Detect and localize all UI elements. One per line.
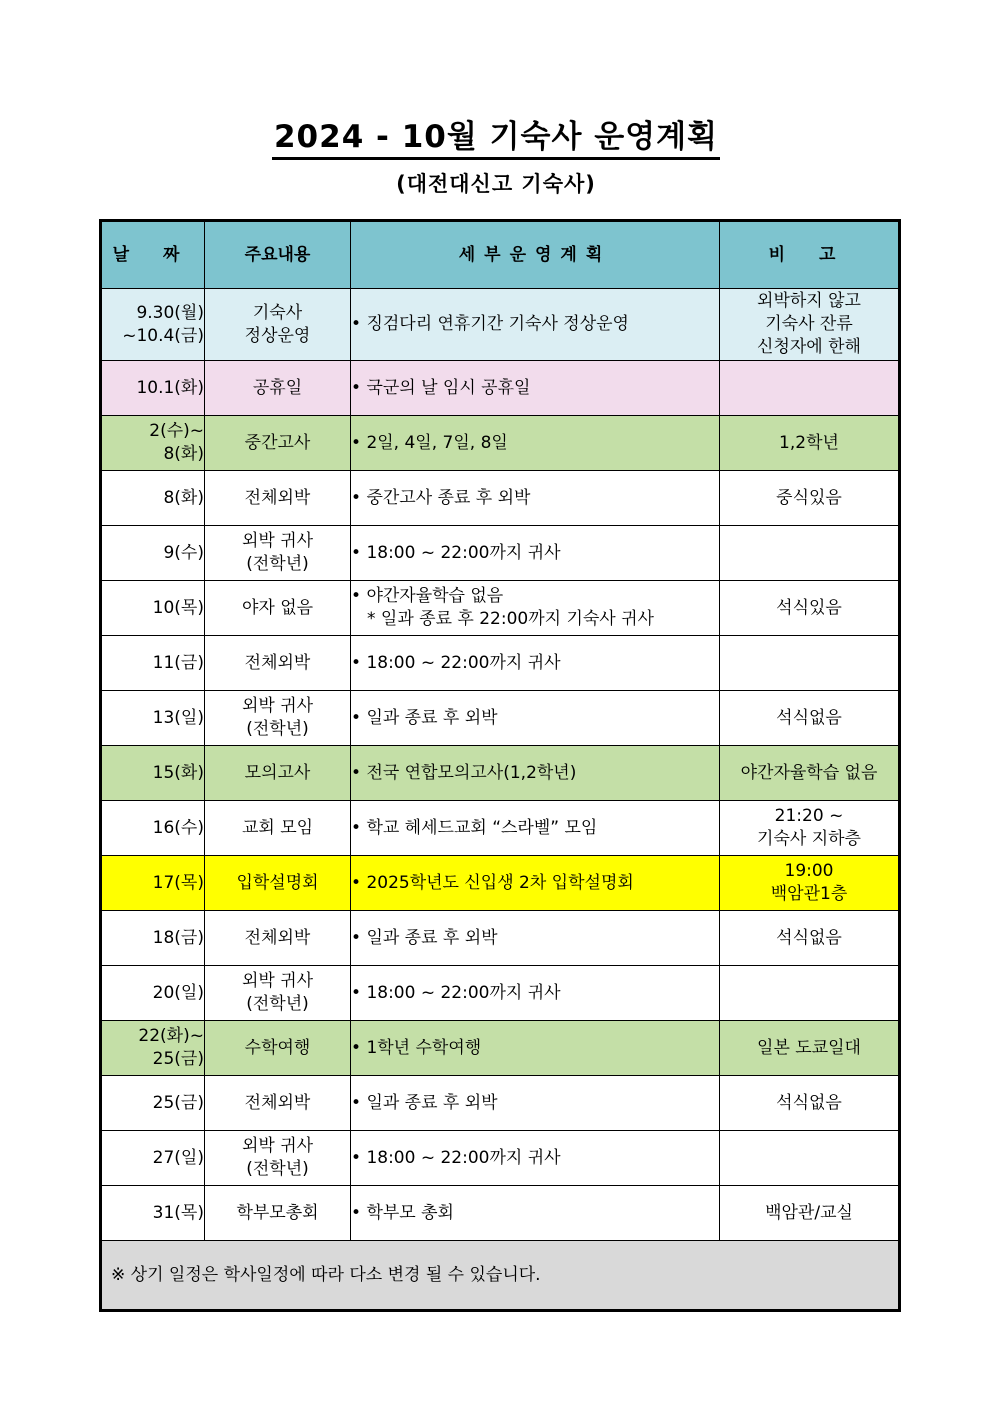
table-header-row [101,221,900,289]
row-detail: • 18:00 ~ 22:00까지 귀사 [351,526,720,581]
row-note: 야간자율학습 없음 [720,746,900,801]
table-row [101,289,900,361]
row-date: 27(일) [101,1131,205,1186]
row-detail: • 1학년 수학여행 [351,1021,720,1076]
row-date: 8(화) [101,471,205,526]
row-date: 15(화) [101,746,205,801]
row-detail: • 학부모 총회 [351,1186,720,1241]
row-note [720,526,900,581]
table-row [101,746,900,801]
row-main: 중간고사 [205,416,351,471]
table-row [101,911,900,966]
page-subtitle: (대전대신고 기숙사) [396,172,596,196]
row-detail: • 중간고사 종료 후 외박 [351,471,720,526]
row-detail: • 국군의 날 임시 공휴일 [351,361,720,416]
row-main: 전체외박 [205,1076,351,1131]
row-date: 11(금) [101,636,205,691]
row-date: 2(수)~ 8(화) [101,416,205,471]
row-detail: • 학교 헤세드교회 “스라벨” 모임 [351,801,720,856]
table-footer-row [101,1241,900,1311]
row-note: 19:00 백암관1층 [720,856,900,911]
row-detail: • 18:00 ~ 22:00까지 귀사 [351,966,720,1021]
row-date: 9(수) [101,526,205,581]
row-note [720,966,900,1021]
row-detail: • 전국 연합모의고사(1,2학년) [351,746,720,801]
row-detail: • 일과 종료 후 외박 [351,1076,720,1131]
row-note: 일본 도쿄일대 [720,1021,900,1076]
row-date: 9.30(월) ~10.4(금) [101,289,205,361]
row-main: 공휴일 [205,361,351,416]
row-main: 교회 모임 [205,801,351,856]
row-note: 외박하지 않고 기숙사 잔류 신청자에 한해 [720,289,900,361]
row-main: 수학여행 [205,1021,351,1076]
table-row [101,581,900,636]
row-main: 전체외박 [205,911,351,966]
header-date: 날 짜 [101,221,205,289]
page-title [0,118,992,160]
row-note [720,636,900,691]
row-date: 10(목) [101,581,205,636]
row-date: 22(화)~ 25(금) [101,1021,205,1076]
table-row [101,1186,900,1241]
row-detail: • 2일, 4일, 7일, 8일 [351,416,720,471]
row-date: 16(수) [101,801,205,856]
row-note: 석식없음 [720,911,900,966]
row-note: 중식있음 [720,471,900,526]
table-row [101,526,900,581]
row-detail: • 일과 종료 후 외박 [351,691,720,746]
schedule-table [99,219,901,1312]
row-main: 기숙사 정상운영 [205,289,351,361]
row-note: 석식없음 [720,691,900,746]
row-detail: • 징검다리 연휴기간 기숙사 정상운영 [351,289,720,361]
row-detail: • 야간자율학습 없음 * 일과 종료 후 22:00까지 기숙사 귀사 [351,581,720,636]
row-main: 입학설명회 [205,856,351,911]
table-row [101,416,900,471]
row-main: 야자 없음 [205,581,351,636]
table-row [101,471,900,526]
header-main: 주요내용 [205,221,351,289]
row-main: 전체외박 [205,636,351,691]
header-detail: 세부운영계획 [351,221,720,289]
row-note [720,1131,900,1186]
row-note: 석식없음 [720,1076,900,1131]
row-note: 1,2학년 [720,416,900,471]
header-note: 비 고 [720,221,900,289]
row-date: 25(금) [101,1076,205,1131]
row-main: 외박 귀사 (전학년) [205,966,351,1021]
table-row [101,856,900,911]
row-main: 외박 귀사 (전학년) [205,526,351,581]
row-date: 18(금) [101,911,205,966]
table-row [101,1131,900,1186]
table-row [101,1021,900,1076]
table-row [101,636,900,691]
row-note [720,361,900,416]
table-row [101,691,900,746]
row-main: 외박 귀사 (전학년) [205,1131,351,1186]
row-main: 모의고사 [205,746,351,801]
row-note: 21:20 ~ 기숙사 지하층 [720,801,900,856]
table-row [101,361,900,416]
row-date: 17(목) [101,856,205,911]
footer-note: ※ 상기 일정은 학사일정에 따라 다소 변경 될 수 있습니다. [101,1241,900,1311]
table-row [101,966,900,1021]
row-main: 학부모총회 [205,1186,351,1241]
row-detail-subline: * 일과 종료 후 22:00까지 기숙사 귀사 [367,609,654,629]
table-row [101,801,900,856]
row-detail: • 18:00 ~ 22:00까지 귀사 [351,1131,720,1186]
row-detail: • 일과 종료 후 외박 [351,911,720,966]
row-note: 백암관/교실 [720,1186,900,1241]
row-date: 31(목) [101,1186,205,1241]
table-row [101,1076,900,1131]
row-date: 13(일) [101,691,205,746]
row-main: 외박 귀사 (전학년) [205,691,351,746]
page-title-text: 2024 - 10월 기숙사 운영계획 [272,118,720,160]
row-detail: • 18:00 ~ 22:00까지 귀사 [351,636,720,691]
row-main: 전체외박 [205,471,351,526]
row-note: 석식있음 [720,581,900,636]
row-date: 10.1(화) [101,361,205,416]
row-detail: • 2025학년도 신입생 2차 입학설명회 [351,856,720,911]
row-date: 20(일) [101,966,205,1021]
